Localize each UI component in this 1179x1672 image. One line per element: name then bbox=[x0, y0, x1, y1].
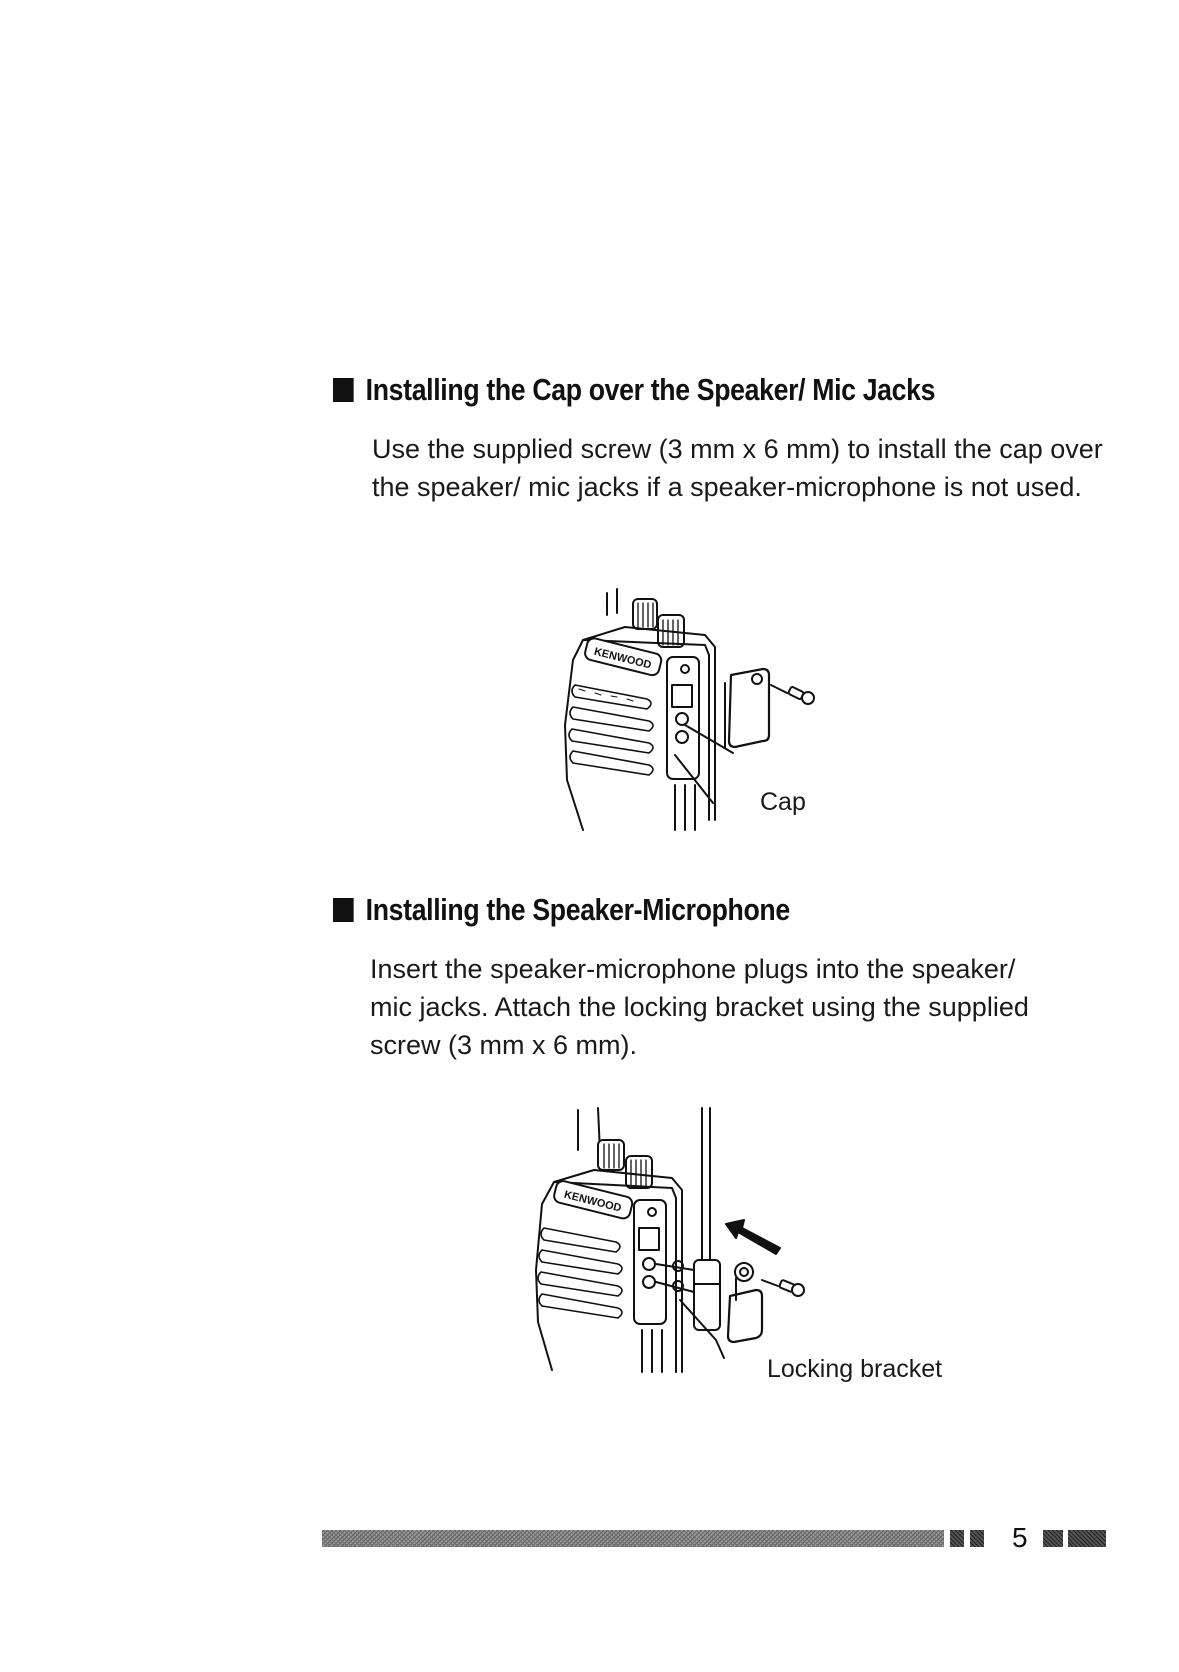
footer-block-2 bbox=[970, 1530, 984, 1547]
footer-block-3 bbox=[1043, 1530, 1063, 1547]
square-bullet-icon bbox=[333, 898, 354, 922]
figure-label-cap: Cap bbox=[760, 788, 806, 816]
section-heading-speaker-microphone bbox=[333, 892, 790, 928]
section-body-speaker-microphone: Insert the speaker-microphone plugs into the speaker/ mic jacks. Attach the locking bracket using the supplied screw (3 mm x 6 mm). bbox=[370, 954, 1029, 1060]
page-number: 5 bbox=[1012, 1522, 1028, 1553]
figure-label-locking-bracket: Locking bracket bbox=[767, 1355, 943, 1383]
kenwood-logo-1: KENWOOD bbox=[592, 645, 653, 672]
section-heading-speaker-microphone-text: Installing the Speaker-Microphone bbox=[365, 892, 790, 927]
section-heading-cap bbox=[333, 372, 935, 408]
speaker-microphone-installation-illustration bbox=[530, 1100, 830, 1380]
footer-block-4 bbox=[1068, 1530, 1106, 1547]
footer-block-1 bbox=[950, 1530, 964, 1547]
section-body-cap: Use the supplied screw (3 mm x 6 mm) to install the cap over the speaker/ mic jacks if a speaker-microphone is not used. bbox=[372, 434, 1103, 502]
footer-pattern-band bbox=[322, 1530, 944, 1547]
section-heading-cap-text: Installing the Cap over the Speaker/ Mic Jacks bbox=[365, 372, 936, 407]
square-bullet-icon bbox=[333, 378, 354, 402]
kenwood-logo-2: KENWOOD bbox=[562, 1188, 623, 1215]
